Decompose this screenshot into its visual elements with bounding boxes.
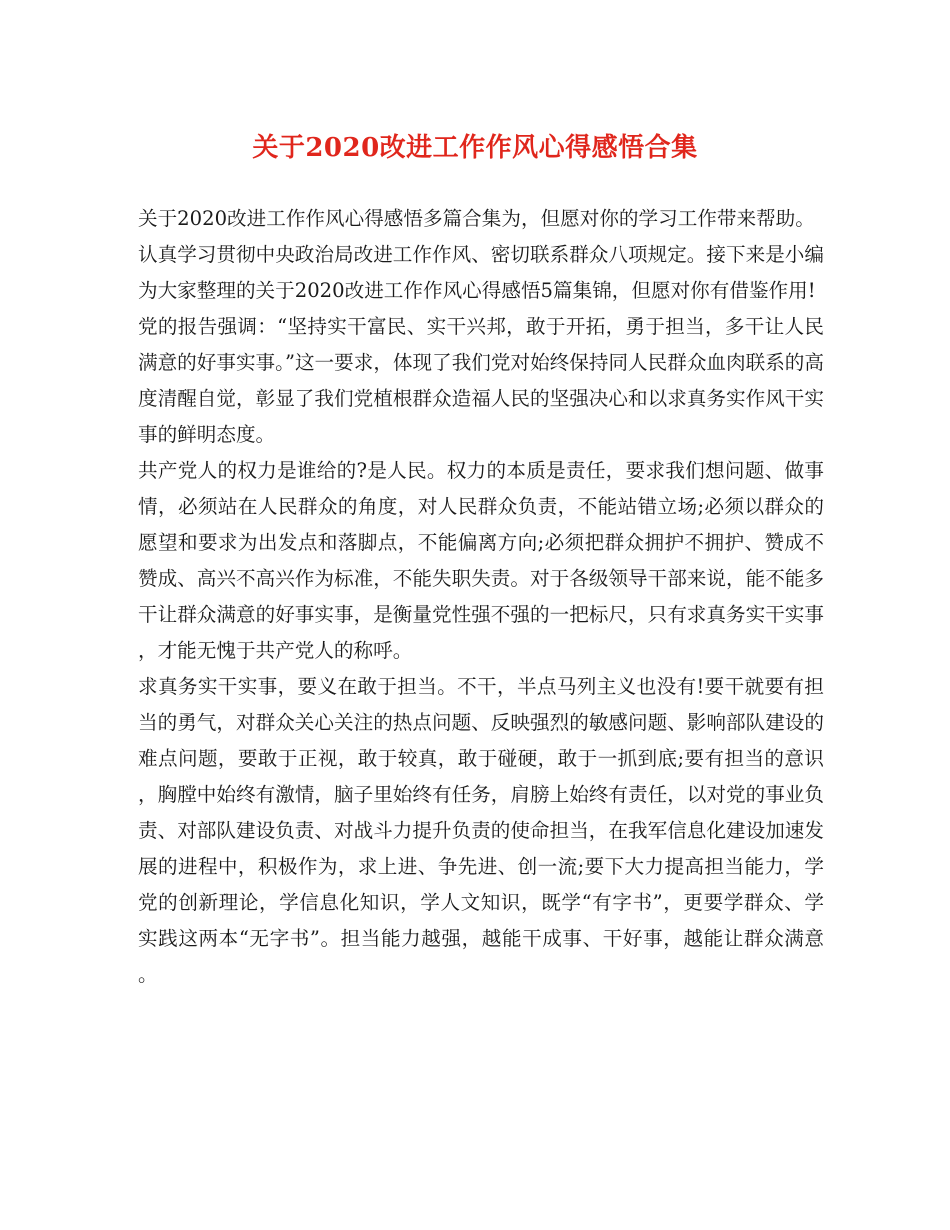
paragraph: 共产党人的权力是谁给的?是人民。权力的本质是责任，要求我们想问题、做事情，必须站在人民群众的角度，对人民群众负责，不能站错立场;必须以群众的愿望和要求为出发点和落脚点，不能偏离方向;必须把群众拥护不拥护、赞成不赞成、高兴不高兴作为标准，不能失职失责。对于各级领导干部来说，能不能多干让群众满意的好事实事，是衡量党性强不强的一把标尺，只有求真务实干实事，才能无愧于共产党人的称呼。 — [138, 459, 824, 662]
paragraph: 关于2020改进工作作风心得感悟多篇合集为，但愿对你的学习工作带来帮助。 — [138, 207, 815, 230]
document-body — [138, 201, 824, 993]
paragraph: 认真学习贯彻中央政治局改进工作作风、密切联系群众八项规定。接下来是小编为大家整理的关于2020改进工作作风心得感悟5篇集锦，但愿对你有借鉴作用! — [138, 243, 824, 302]
paragraph: 求真务实干实事，要义在敢于担当。不干，半点马列主义也没有!要干就要有担当的勇气，对群众关心关注的热点问题、反映强烈的敏感问题、影响部队建设的难点问题，要敢于正视，敢于较真，敢于碰硬，敢于一抓到底;要有担当的意识，胸膛中始终有激情，脑子里始终有任务，肩膀上始终有责任，以对党的事业负责、对部队建设负责、对战斗力提升负责的使命担当，在我军信息化建设加速发展的进程中，积极作为，求上进、争先进、创一流;要下大力提高担当能力，学党的创新理论，学信息化知识，学人文知识，既学“有字书”，更要学群众、学实践这两本“无字书”。担当能力越强，越能干成事、干好事，越能让群众满意。 — [138, 675, 824, 986]
document-title: 关于2020改进工作作风心得感悟合集 — [252, 133, 698, 163]
paragraph: 党的报告强调：“坚持实干富民、实干兴邦，敢于开拓，勇于担当，多干让人民满意的好事实事。”这一要求，体现了我们党对始终保持同人民群众血肉联系的高度清醒自觉，彰显了我们党植根群众造福人民的坚强决心和以求真务实作风干实事的鲜明态度。 — [138, 315, 824, 446]
